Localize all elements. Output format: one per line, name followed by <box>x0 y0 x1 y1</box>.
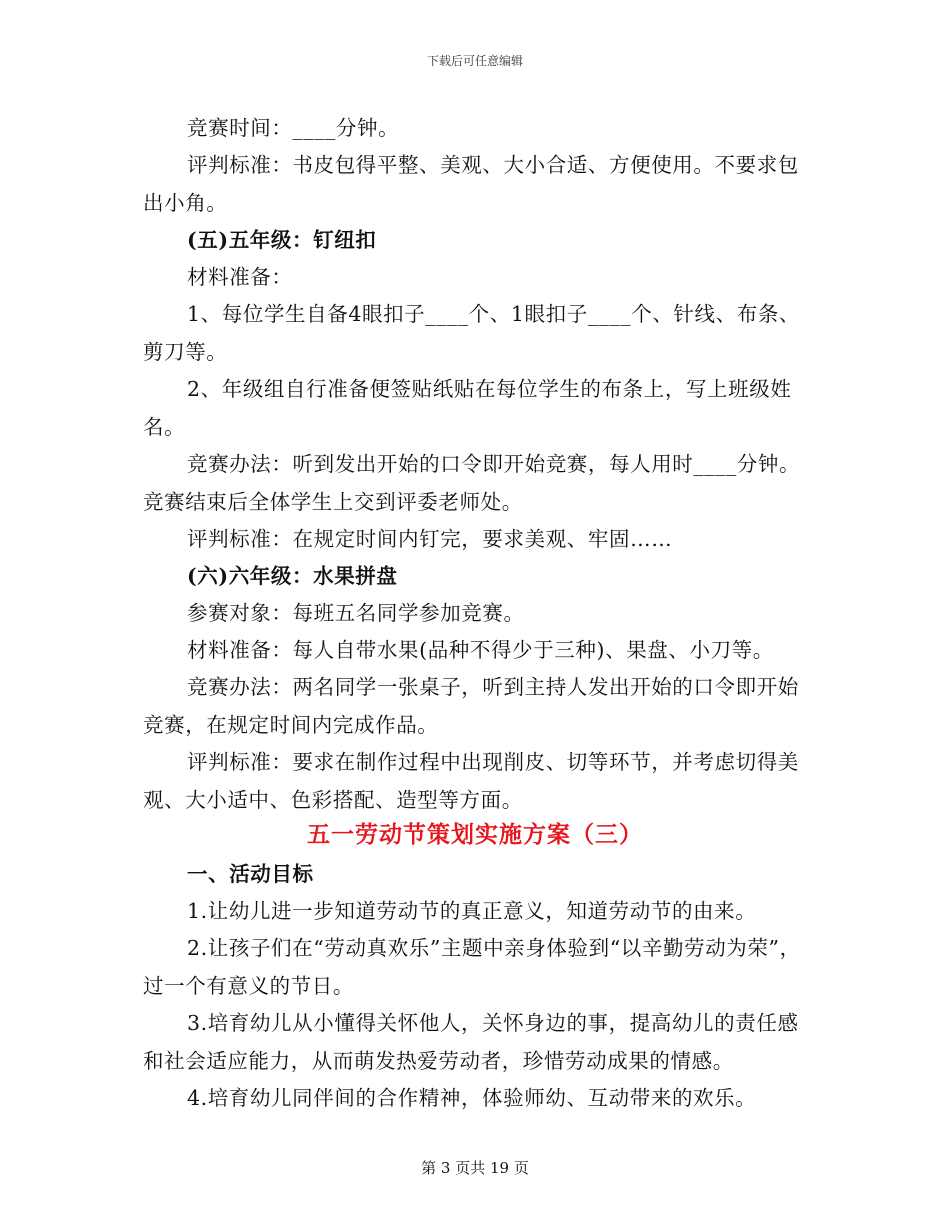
goal-item-1: 1.让幼儿进一步知道劳动节的真正意义，知道劳动节的由来。 <box>187 899 757 923</box>
fruit-materials-line: 材料准备：每人自带水果(品种不得少于三种)、果盘、小刀等。 <box>187 638 774 662</box>
judging-criteria-paragraph: 评判标准：书皮包得平整、美观、大小合适、方便使用。不要求包出小角。 <box>143 153 799 215</box>
page-number: 第 3 页共 19 页 <box>421 1159 529 1177</box>
materials-item-1: 1、每位学生自备4眼扣子____个、1眼扣子____个、针线、布条、剪刀等。 <box>143 302 801 364</box>
goal-item-3: 3.培育幼儿从小懂得关怀他人，关怀身边的事，提高幼儿的责任感和社会适应能力，从而萌发热爱劳动者，珍惜劳动成果的情感。 <box>143 1011 799 1073</box>
competition-method-paragraph: 竞赛办法：听到发出开始的口令即开始竞赛，每人用时____分钟。竞赛结束后全体学生上交到评委老师处。 <box>143 452 801 514</box>
participants-line: 参赛对象：每班五名同学参加竞赛。 <box>187 601 525 625</box>
fruit-method-paragraph: 竞赛办法：两名同学一张桌子，听到主持人发出开始的口令即开始竞赛，在规定时间内完成作品。 <box>143 675 799 737</box>
judging-criteria-paragraph-2: 评判标准：在规定时间内钉完，要求美观、牢固…… <box>187 527 673 551</box>
competition-time-line: 竞赛时间：____分钟。 <box>187 116 400 140</box>
materials-item-2: 2、年级组自行准备便签贴纸贴在每位学生的布条上，写上班级姓名。 <box>143 377 792 439</box>
materials-label: 材料准备： <box>187 265 293 289</box>
fruit-criteria-paragraph: 评判标准：要求在制作过程中出现削皮、切等环节，并考虑切得美观、大小适中、色彩搭配、造型等方面。 <box>143 750 799 812</box>
grade-five-heading: (五)五年级：钉纽扣 <box>187 228 377 252</box>
goal-item-2: 2.让孩子们在“劳动真欢乐”主题中亲身体验到“以辛勤劳动为荣”，过一个有意义的节日。 <box>143 936 801 998</box>
goal-item-4: 4.培育幼儿同伴间的合作精神，体验师幼、互动带来的欢乐。 <box>187 1086 757 1110</box>
header-note: 下载后可任意编辑 <box>426 54 523 68</box>
grade-six-heading: (六)六年级：水果拼盘 <box>187 564 398 588</box>
activity-goals-heading: 一、活动目标 <box>187 862 314 886</box>
section-title: 五一劳动节策划实施方案（三） <box>307 821 643 848</box>
